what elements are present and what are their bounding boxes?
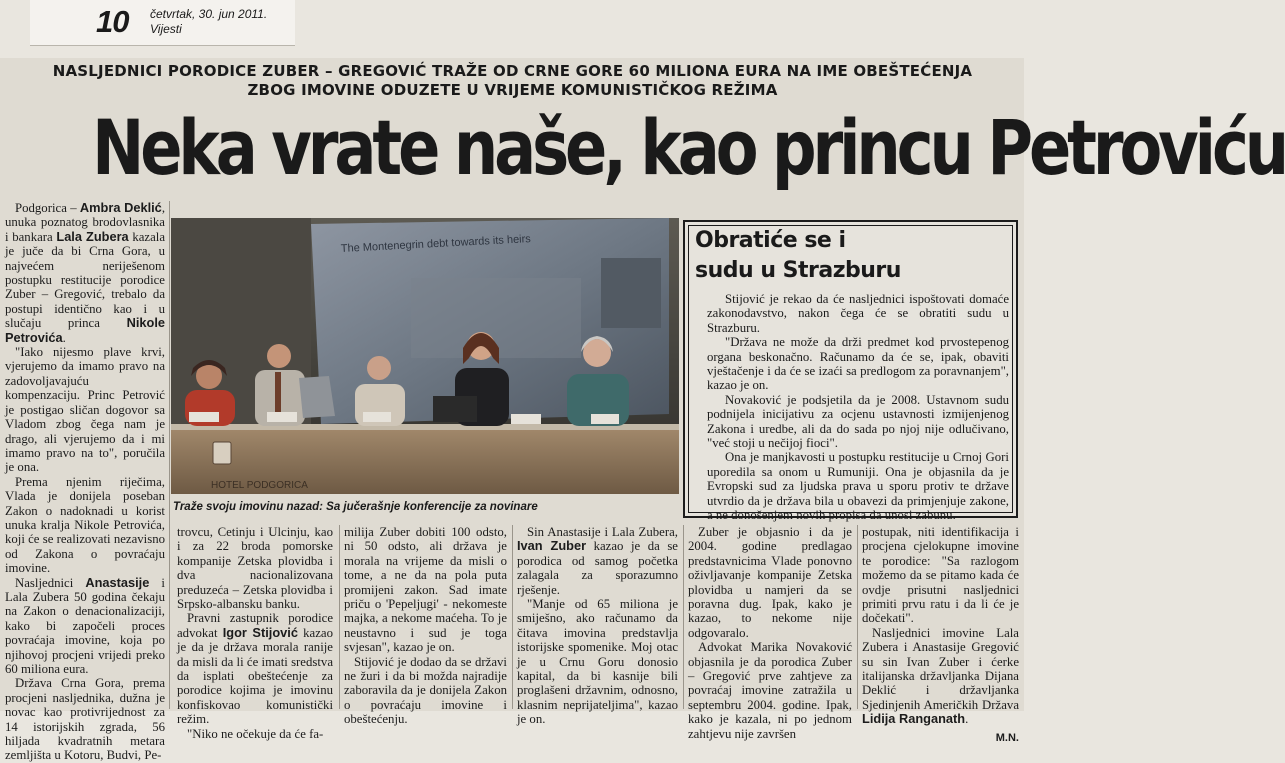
text-column-6 — [862, 525, 1019, 744]
press-conference-photo — [171, 218, 679, 494]
photo-caption: Traže svoju imovinu nazad: Sa jučerašnje konferencije za novinare — [173, 501, 538, 513]
screen-slide-title: The Montenegrin debt towards its heirs — [340, 233, 532, 255]
kicker-line-2: ZBOG IMOVINE ODUZETE U VRIJEME KOMUNISTIČKOG REŽIMA — [247, 81, 778, 99]
kicker-line-1: NASLJEDNICI PORODICE ZUBER – GREGOVIĆ TRAŽE OD CRNE GORE 60 MILIONA EURA NA IME OBEŠTEĆENJA — [52, 62, 973, 80]
text-column-3 — [344, 525, 507, 727]
article — [0, 58, 1285, 763]
column-rule — [683, 525, 684, 709]
paragraph: Advokat Marika Novaković objasnila je da porodica Zuber – Gregović prve zahtjeve za povraćaj imovine zatražila u septembru 2004. godine. Ipak, kako je kazala, ni po jednom zahtjevu nije završen — [688, 640, 852, 741]
column-rule — [339, 525, 340, 709]
text-column-1 — [5, 200, 166, 763]
sidebar-title-line-2: sudu u Strazburu — [695, 258, 901, 283]
section-name: Vijesti — [150, 22, 182, 36]
page-number: 10 — [96, 4, 129, 39]
paragraph: Zuber je objasnio i da je 2004. godine predlagao predstavnicima Vlade ponovno oživljavanje kompanije Zetska plovidba u namjeri da se poravna dug. Ipak, kako je kazao, to nekome nije odgovaralo. — [688, 525, 852, 640]
issue-date: četvrtak, 30. jun 2011. — [150, 7, 268, 21]
laptop — [299, 376, 335, 418]
paragraph: postupak, niti identifikacija i procjena cjelokupne imovine te porodice: "Sa razlogom možemo da se pitamo kada će ovdje prisutni nasljednici primiti prvu ratu i da li će je dočekati". — [862, 525, 1019, 626]
sidebar-box — [683, 220, 1018, 523]
column-rule — [512, 525, 513, 709]
person-name: Nikole Petrovića — [5, 315, 165, 345]
text-column-2 — [177, 525, 333, 741]
article-kicker — [20, 62, 1005, 100]
person-name: Ivan Zuber — [517, 538, 587, 554]
sidebar-title — [695, 226, 995, 286]
paragraph: trovcu, Cetinju i Ulcinju, kao i za 22 broda pomorske kompanije Zetska plovidba i dva nacionalizovana preduzeća – Zetska plovidba i Srpsko-albansku banku. — [177, 525, 333, 612]
paragraph: Nasljednici imovine Lala Zubera i Anastasije Gregović su sin Ivan Zuber i ćerke italijanska državljanka Dijana Deklić i državljanka Sjedinjenih Američkih Država Lidija Ranganath. — [862, 625, 1019, 727]
column-rule — [857, 525, 858, 709]
person-name: Lidija Ranganath — [862, 711, 966, 727]
paragraph: Nasljednici Anastasije i Lala Zubera 50 godina čekaju na Zakon o denacionalizaciji, kako bi započeli proces povraćaja imovine, koja po njihovoj procjeni vrijedi preko 60 miliona eura. — [5, 574, 165, 676]
paragraph: Stijović je dodao da se državi ne žuri i da bi možda najradije zaboravila da je donijela Zakon o povraćaju imovine i obeštećenju. — [344, 654, 507, 727]
paragraph: Sin Anastasije i Lala Zubera, Ivan Zuber kazao je da se porodica od samog početka zalagala za sporazumno rješenje. — [517, 525, 678, 597]
author-initials: M.N. — [995, 731, 1019, 744]
column-rule — [169, 201, 170, 709]
photo-illustration — [171, 218, 679, 494]
text-column-5 — [688, 525, 852, 741]
sidebar-title-line-1: Obratiće se i — [695, 228, 846, 253]
sidebar-text — [707, 292, 1009, 523]
article-headline: Neka vrate naše, kao princu Petroviću — [92, 103, 1285, 192]
paragraph: Država Crna Gora, prema procjeni nasljednika, dužna je novac kao protivrijednost za 14 istorijskih zgrada, 56 hiljada kvadratnih metara zemljišta u Kotoru, Budvi, Pe- — [5, 676, 165, 763]
person-name: Lala Zubera — [56, 228, 129, 244]
paragraph: Podgorica – Ambra Deklić, unuka poznatog brodovlasnika i bankara Lala Zubera kazala je juče da bi Crna Gora, u najvećem neriješenom postupku restitucije porodice Zuber – Gregović, trebalo da postupi identično kao i u slučaju princa Nikole Petrovića. — [5, 200, 166, 345]
sidebar-paragraph: Ona je manjkavosti u postupku restitucije u Crnoj Gori uporedila sa onom u Rumuniji. Ona je objasnila da je Evropski sud za ljudska prava u sporu protiv te države utvrdio da je država bila u obavezi da primjenjuje zakone, a ne donošenjem novih propisa da unosi zabunu. — [707, 450, 1009, 523]
text-column-4 — [517, 525, 678, 727]
sidebar-paragraph: Stijović je rekao da će nasljednici ispoštovati domaće zakonodavstvo, nakon čega će se obratiti sudu u Strazburu. — [707, 292, 1009, 335]
paragraph: "Iako nijesmo plave krvi, vjerujemo da imamo pravo na zadovoljavajuću kompenzaciju. Princ Petrović je postigao sličan dogovor sa Vladom zbog čega nam je drago, ali vjerujemo da i mi imamo pravo na to", poručila je ona. — [5, 345, 165, 475]
sidebar-paragraph: "Država ne može da drži predmet kod prvostepenog organa beskonačno. Računamo da će se, ipak, obaviti vještačenje i da će se izaći sa predlogom za poravnanjem", kazao je on. — [707, 335, 1009, 393]
paragraph: Prema njenim riječima, Vlada je donijela poseban Zakon o nadoknadi u korist unuka kralja Nikole Petrovića, koji će se realizovati nezavisno od Zakona o povraćaju imovine. — [5, 474, 165, 576]
sidebar-paragraph: Novaković je podsjetila da je 2008. Ustavnom sudu podnijela inicijativu za ocjenu ustavnosti izmijenjenog Zakona i uredbe, ali da do sada po njoj nije odlučivano, "već stoji u nečijoj fioci". — [707, 392, 1009, 451]
page-header — [30, 0, 295, 46]
desk-nameplate: HOTEL PODGORICA — [211, 480, 308, 491]
paragraph: "Niko ne očekuje da će fa- — [187, 726, 324, 741]
paragraph: "Manje od 65 miliona je smiješno, ako računamo da čitava imovina predstavlja istorijske spomenike. Moj otac je u Crnu Goru donosio kapital, da bi kasnije bili proglašeni državnim, odnosno, klasnim neprijateljima", kazao je on. — [517, 597, 678, 727]
paragraph: milija Zuber dobiti 100 odsto, ni 50 odsto, ali država je morala na vrijeme da misli o tome, a ne da na pola puta promijeni zakon. Sad imate priču o 'Pepeljugi' - nekomeste majka, a nekome maćeha. To je neustavno i sud je toga svjesan", kazao je on. — [344, 525, 507, 655]
paragraph: Pravni zastupnik porodice advokat Igor Stijović kazao je da je država morala ranije da misli da li će imati sredstva da isplati obeštećenje za porodice kojima je imovinu konfiskovao komunistički režim. — [177, 611, 333, 727]
person-name: Anastasije — [85, 574, 150, 590]
person-name: Igor Stijović — [222, 624, 298, 640]
person-name: Ambra Deklić — [79, 200, 162, 215]
